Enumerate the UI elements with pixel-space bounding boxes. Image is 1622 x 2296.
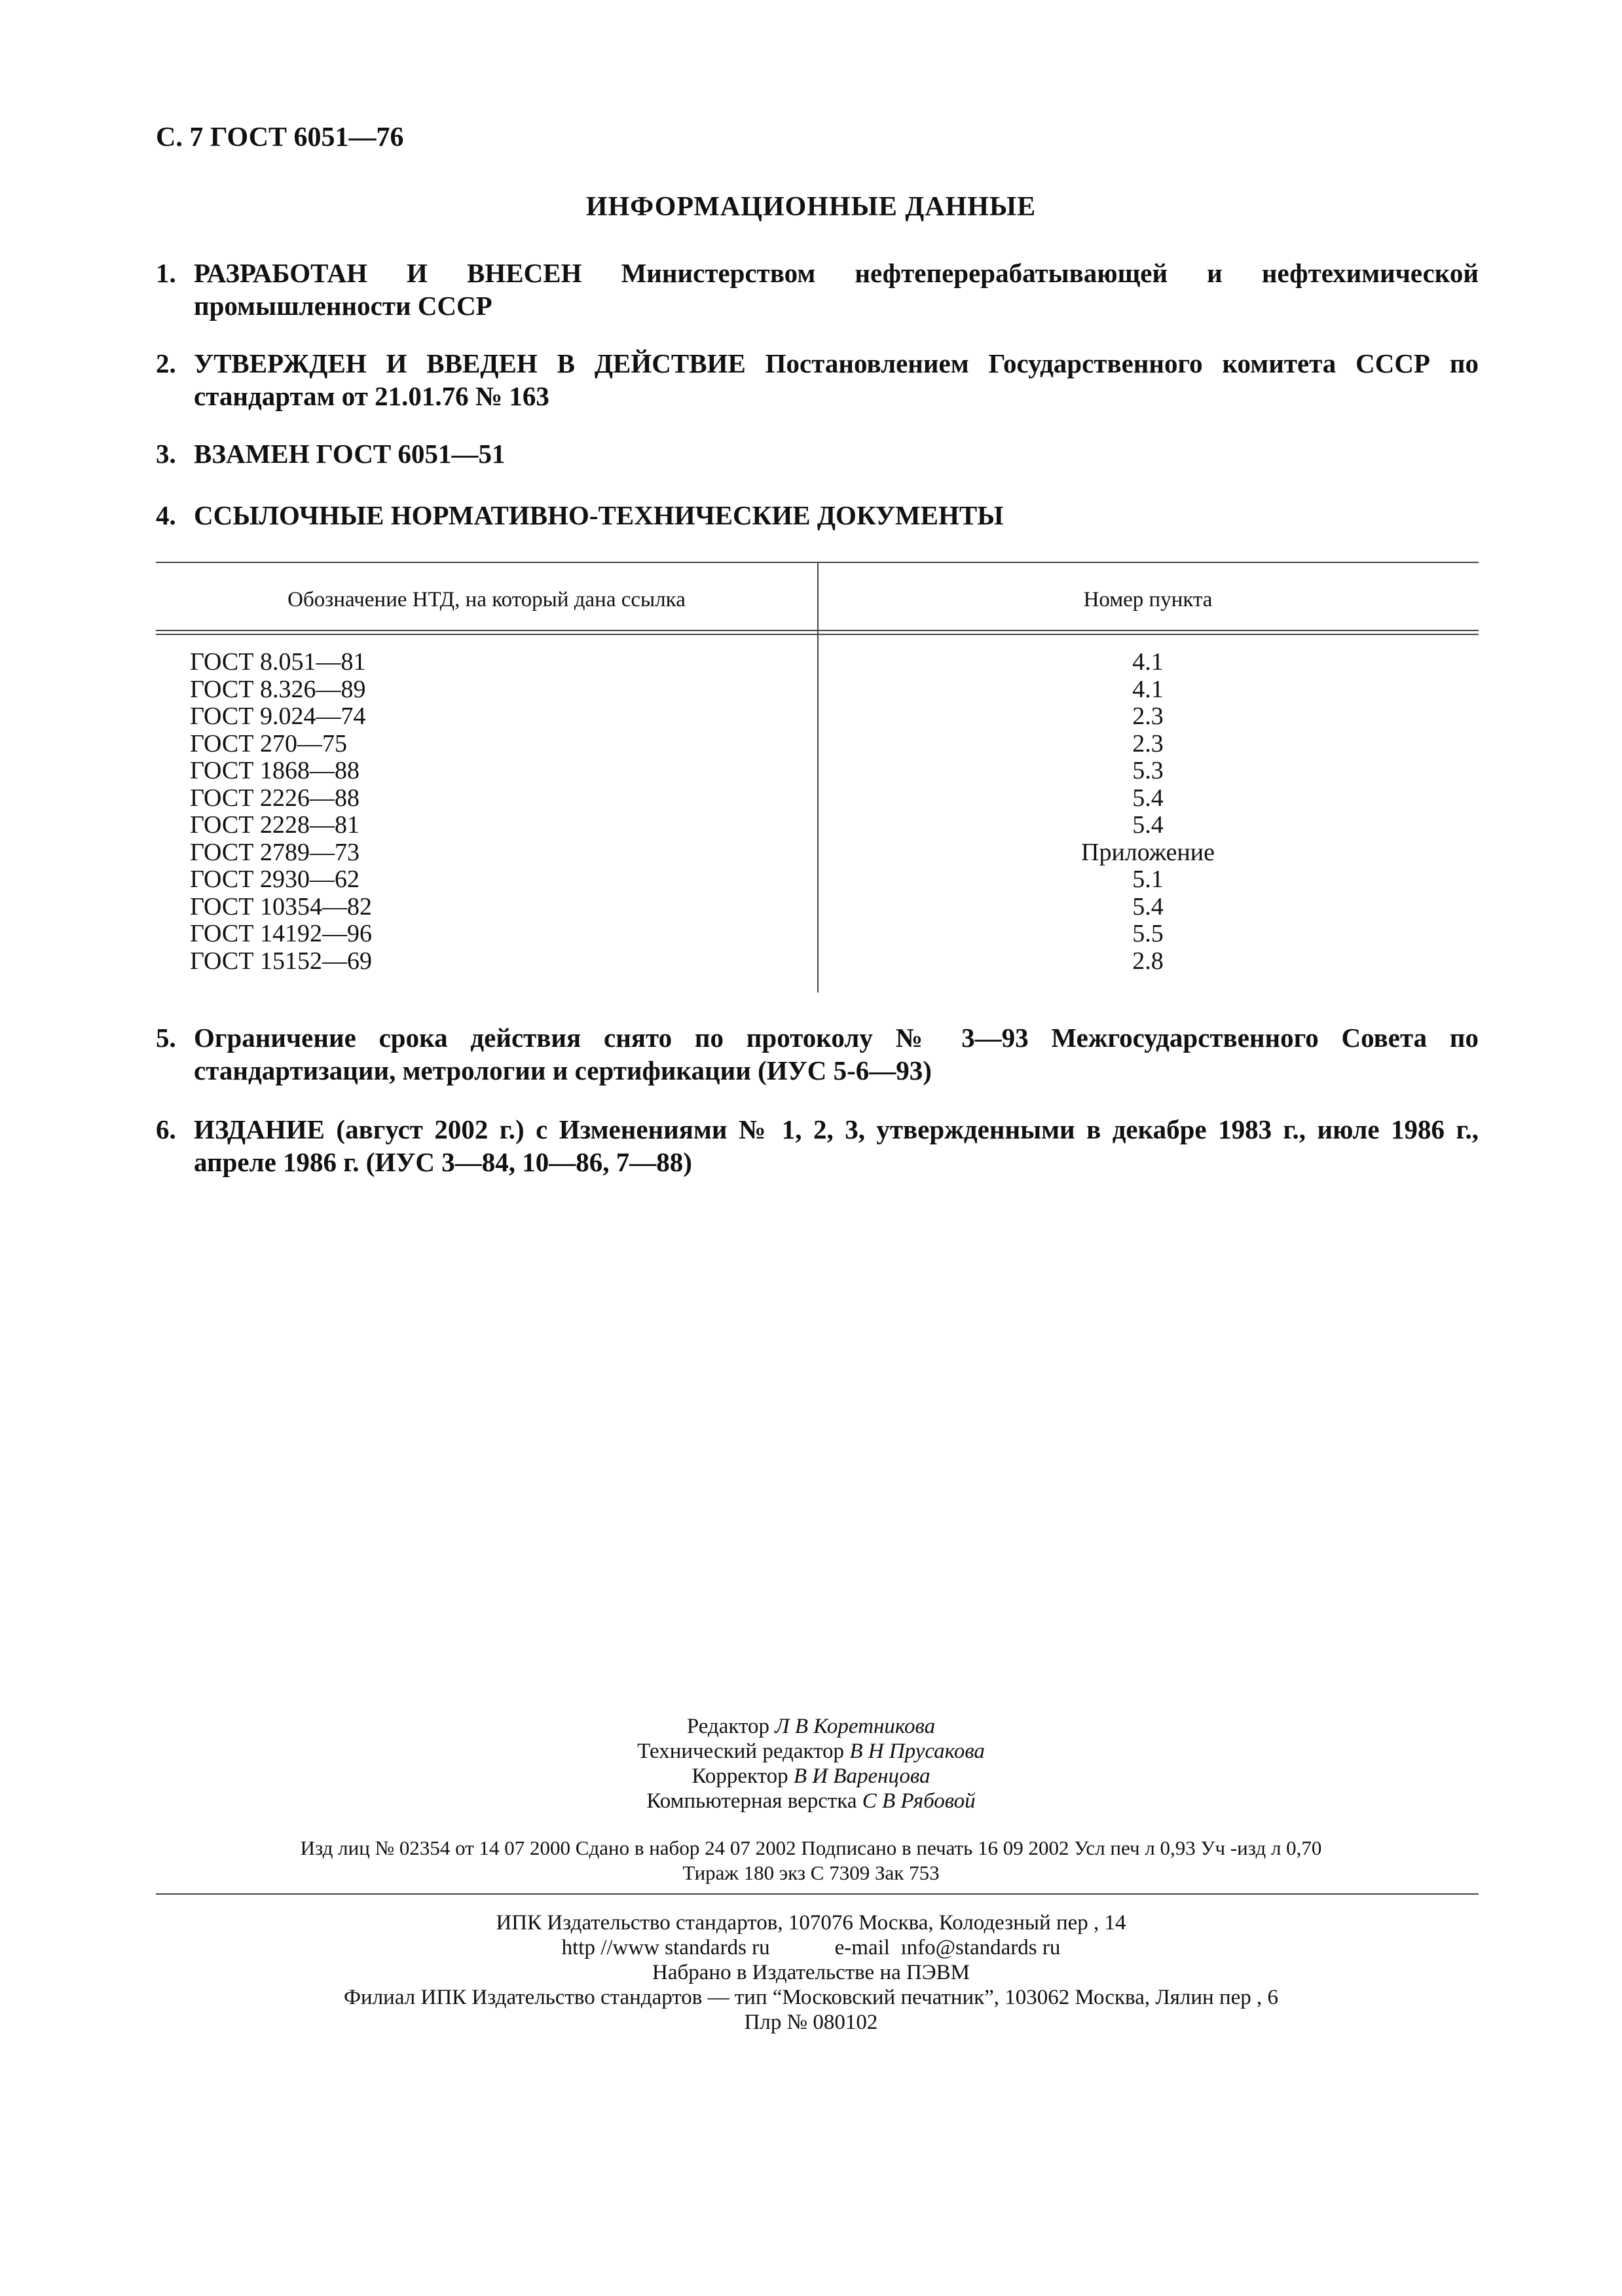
editor-name: Л В Коретникова xyxy=(775,1715,936,1738)
item-text: УТВЕРЖДЕН И ВВЕДЕН В ДЕЙСТВИЕ Постановлением Государственного комитета СССР по стандартам от 21.01.76 № 163 xyxy=(194,348,1479,411)
item-number: 3. xyxy=(156,439,176,469)
table-cell-designation: ГОСТ 2789—73 xyxy=(190,838,359,866)
table-cell-designation: ГОСТ 2228—81 xyxy=(190,811,359,839)
table-header-designation: Обозначение НТД, на который дана ссылка xyxy=(287,588,686,611)
imprint-separator xyxy=(156,1893,1479,1895)
table-cell-clause: 2.3 xyxy=(1132,702,1164,730)
table-cell-clause: 5.4 xyxy=(1132,784,1164,812)
section-title: ИНФОРМАЦИОННЫЕ ДАННЫЕ xyxy=(585,192,1037,222)
table-header-clause: Номер пункта xyxy=(1083,588,1213,611)
table-cell-clause: 5.3 xyxy=(1132,757,1164,784)
item-text: ССЫЛОЧНЫЕ НОРМАТИВНО-ТЕХНИЧЕСКИЕ ДОКУМЕНТЫ xyxy=(194,500,1004,530)
table-cell-clause: Приложение xyxy=(1081,838,1215,866)
branch-printer: Филиал ИПК Издательство стандартов — тип “Московский печатник”, 103062 Москва, Лялин пер , 6 xyxy=(343,1986,1279,2009)
table-cell-clause: 2.3 xyxy=(1132,729,1164,757)
typeset-note: Набрано в Издательстве на ПЭВМ xyxy=(652,1961,970,1984)
item-text: Ограничение срока действия снято по протоколу № 3—93 Межгосударственного Совета по стандартизации, метрологии и сертификации (ИУС 5-6—93) xyxy=(194,1023,1479,1085)
info-item-4 xyxy=(156,499,1479,532)
table-cell-designation: ГОСТ 1868—88 xyxy=(190,757,359,784)
item-text: РАЗРАБОТАН И ВНЕСЕН Министерством нефтеперерабатывающей и нефтехимической промышленности СССР xyxy=(194,258,1479,321)
item-text: ИЗДАНИЕ (август 2002 г.) с Изменениями № 1, 2, 3, утвержденными в декабре 1983 г., июле 1986 г., апреле 1986 г. (ИУС 3—84, 10—86, 7—88) xyxy=(194,1114,1479,1177)
corrector-line xyxy=(0,1764,1622,1789)
table-cell-clause: 5.1 xyxy=(1132,866,1164,893)
license-number: Плр № 080102 xyxy=(744,2011,878,2034)
tech-editor-line xyxy=(0,1739,1622,1764)
publisher-web-email: http //www standards ru e-mail ınfo@standards ru xyxy=(561,1936,1061,1959)
layout-label: Компьютерная верстка xyxy=(646,1789,857,1813)
table-cell-designation: ГОСТ 14192—96 xyxy=(190,920,372,947)
info-item-6 xyxy=(156,1113,1479,1178)
corrector-label: Корректор xyxy=(691,1764,788,1788)
editor-line xyxy=(0,1714,1622,1739)
tech-editor-label: Технический редактор xyxy=(637,1740,845,1763)
table-cell-designation: ГОСТ 2226—88 xyxy=(190,784,359,812)
table-cell-clause: 2.8 xyxy=(1132,947,1164,975)
table-cell-clause: 5.4 xyxy=(1132,892,1164,920)
info-item-1 xyxy=(156,257,1479,322)
page-header: С. 7 ГОСТ 6051—76 xyxy=(156,122,404,153)
table-cell-designation: ГОСТ 270—75 xyxy=(190,729,347,757)
item-number: 6. xyxy=(156,1114,176,1144)
publisher-address: ИПК Издательство стандартов, 107076 Москва, Колодезный пер , 14 xyxy=(496,1911,1126,1935)
circulation-line: Тираж 180 экз С 7309 Зак 753 xyxy=(682,1861,940,1884)
item-number: 4. xyxy=(156,500,176,530)
table-cell-clause: 4.1 xyxy=(1132,675,1164,703)
item-text: ВЗАМЕН ГОСТ 6051—51 xyxy=(194,439,506,469)
table-cell-designation: ГОСТ 15152—69 xyxy=(190,947,372,975)
table-cell-clause: 5.5 xyxy=(1132,920,1164,947)
table-cell-designation: ГОСТ 8.051—81 xyxy=(190,648,366,676)
table-cell-designation: ГОСТ 2930—62 xyxy=(190,866,359,893)
item-number: 1. xyxy=(156,258,176,288)
layout-name: С В Рябовой xyxy=(862,1789,976,1813)
table-designation-column xyxy=(190,649,372,975)
corrector-name: В И Варенцова xyxy=(793,1764,931,1788)
info-item-5 xyxy=(156,1021,1479,1087)
item-number: 5. xyxy=(156,1023,176,1053)
layout-line xyxy=(0,1789,1622,1813)
table-cell-designation: ГОСТ 9.024—74 xyxy=(190,702,366,730)
table-cell-clause: 4.1 xyxy=(1132,648,1164,676)
table-cell-designation: ГОСТ 10354—82 xyxy=(190,892,372,920)
item-number: 2. xyxy=(156,348,176,378)
reference-table xyxy=(156,562,1479,993)
table-cell-designation: ГОСТ 8.326—89 xyxy=(190,675,366,703)
table-cell-clause: 5.4 xyxy=(1132,811,1164,839)
table-clause-column xyxy=(817,649,1479,975)
info-item-2 xyxy=(156,347,1479,412)
print-details-line: Изд лиц № 02354 от 14 07 2000 Сдано в набор 24 07 2002 Подписано в печать 16 09 2002 Усл печ л 0,93 Уч -изд л 0,70 xyxy=(300,1836,1322,1859)
editor-label: Редактор xyxy=(686,1715,770,1738)
info-item-3 xyxy=(156,437,1479,470)
tech-editor-name: В Н Прусакова xyxy=(849,1740,985,1763)
